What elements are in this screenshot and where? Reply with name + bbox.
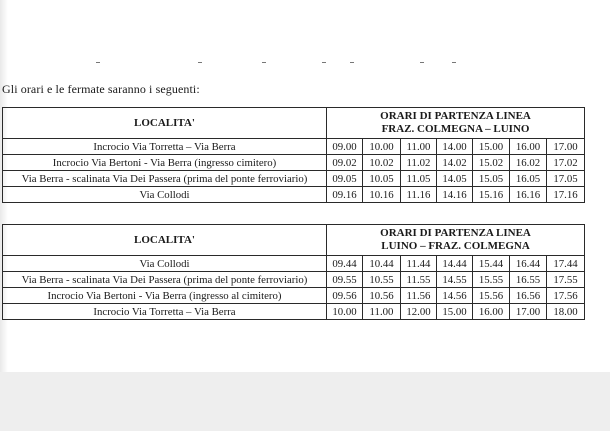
- stop-name: Via Collodi: [3, 187, 327, 203]
- table-header-row: [3, 108, 585, 139]
- departure-time: 10.55: [363, 272, 401, 288]
- departure-time: 11.56: [401, 288, 437, 304]
- header-title-line-2: LUINO – FRAZ. COLMEGNA: [381, 240, 530, 252]
- departure-time: 17.16: [547, 187, 585, 203]
- departure-time: 14.02: [437, 155, 473, 171]
- departure-time: 16.02: [510, 155, 547, 171]
- departure-time: 11.05: [401, 171, 437, 187]
- header-title-line-1: ORARI DI PARTENZA LINEA: [380, 227, 531, 239]
- stop-name: Incrocio Via Bertoni - Via Berra (ingresso cimitero): [3, 155, 327, 171]
- departure-time: 17.44: [547, 256, 585, 272]
- departure-time: 14.05: [437, 171, 473, 187]
- departure-time: 16.00: [473, 304, 510, 320]
- departure-time: 15.00: [473, 139, 510, 155]
- departure-time: 11.02: [401, 155, 437, 171]
- departure-time: 14.55: [437, 272, 473, 288]
- departure-time: 17.02: [547, 155, 585, 171]
- table-row: [3, 139, 585, 155]
- departure-time: 14.56: [437, 288, 473, 304]
- departure-time: 16.56: [510, 288, 547, 304]
- header-title-line-1: ORARI DI PARTENZA LINEA: [380, 110, 531, 122]
- header-title: [327, 108, 585, 139]
- stop-name: Via Berra - scalinata Via Dei Passera (prima del ponte ferroviario): [3, 171, 327, 187]
- departure-time: 15.00: [437, 304, 473, 320]
- stop-name: Via Collodi: [3, 256, 327, 272]
- departure-time: 10.02: [363, 155, 401, 171]
- header-title: [327, 225, 585, 256]
- table-row: [3, 171, 585, 187]
- header-title-line-2: FRAZ. COLMEGNA – LUINO: [381, 123, 530, 135]
- departure-time: 09.56: [327, 288, 363, 304]
- departure-time: 10.16: [363, 187, 401, 203]
- departure-time: 16.44: [510, 256, 547, 272]
- departure-time: 09.05: [327, 171, 363, 187]
- departure-time: 16.55: [510, 272, 547, 288]
- departure-time: 15.55: [473, 272, 510, 288]
- departure-time: 09.55: [327, 272, 363, 288]
- departure-time: 17.00: [510, 304, 547, 320]
- cropped-text-line: [0, 52, 470, 66]
- stop-name: Incrocio Via Torretta – Via Berra: [3, 304, 327, 320]
- departure-time: 17.55: [547, 272, 585, 288]
- departure-time: 11.00: [401, 139, 437, 155]
- departure-time: 16.16: [510, 187, 547, 203]
- departure-time: 12.00: [401, 304, 437, 320]
- departure-time: 10.05: [363, 171, 401, 187]
- table-row: [3, 187, 585, 203]
- departure-time: 09.16: [327, 187, 363, 203]
- departure-time: 11.55: [401, 272, 437, 288]
- departure-time: 18.00: [547, 304, 585, 320]
- departure-time: 10.44: [363, 256, 401, 272]
- page-bottom-margin: [0, 372, 610, 431]
- departure-time: 11.44: [401, 256, 437, 272]
- header-localita: LOCALITA': [3, 225, 327, 256]
- departure-time: 15.05: [473, 171, 510, 187]
- departure-time: 14.44: [437, 256, 473, 272]
- departure-time: 15.16: [473, 187, 510, 203]
- departure-time: 10.00: [363, 139, 401, 155]
- departure-time: 09.44: [327, 256, 363, 272]
- departure-time: 17.56: [547, 288, 585, 304]
- table-row: [3, 272, 585, 288]
- departure-time: 09.02: [327, 155, 363, 171]
- departure-time: 15.02: [473, 155, 510, 171]
- departure-time: 10.56: [363, 288, 401, 304]
- departure-time: 15.56: [473, 288, 510, 304]
- schedule-table-luino-colmegna: [2, 224, 585, 320]
- departure-time: 11.00: [363, 304, 401, 320]
- departure-time: 11.16: [401, 187, 437, 203]
- table-header-row: [3, 225, 585, 256]
- stop-name: Incrocio Via Bertoni - Via Berra (ingresso al cimitero): [3, 288, 327, 304]
- header-localita: LOCALITA': [3, 108, 327, 139]
- departure-time: 15.44: [473, 256, 510, 272]
- stop-name: Incrocio Via Torretta – Via Berra: [3, 139, 327, 155]
- departure-time: 17.00: [547, 139, 585, 155]
- departure-time: 14.00: [437, 139, 473, 155]
- intro-text: Gli orari e le fermate saranno i seguenti:: [2, 82, 200, 96]
- departure-time: 17.05: [547, 171, 585, 187]
- table-row: [3, 304, 585, 320]
- table-row: [3, 288, 585, 304]
- departure-time: 14.16: [437, 187, 473, 203]
- table-row: [3, 155, 585, 171]
- departure-time: 10.00: [327, 304, 363, 320]
- departure-time: 16.00: [510, 139, 547, 155]
- departure-time: 09.00: [327, 139, 363, 155]
- schedule-table-colmegna-luino: [2, 107, 585, 203]
- stop-name: Via Berra - scalinata Via Dei Passera (prima del ponte ferroviario): [3, 272, 327, 288]
- departure-time: 16.05: [510, 171, 547, 187]
- table-row: [3, 256, 585, 272]
